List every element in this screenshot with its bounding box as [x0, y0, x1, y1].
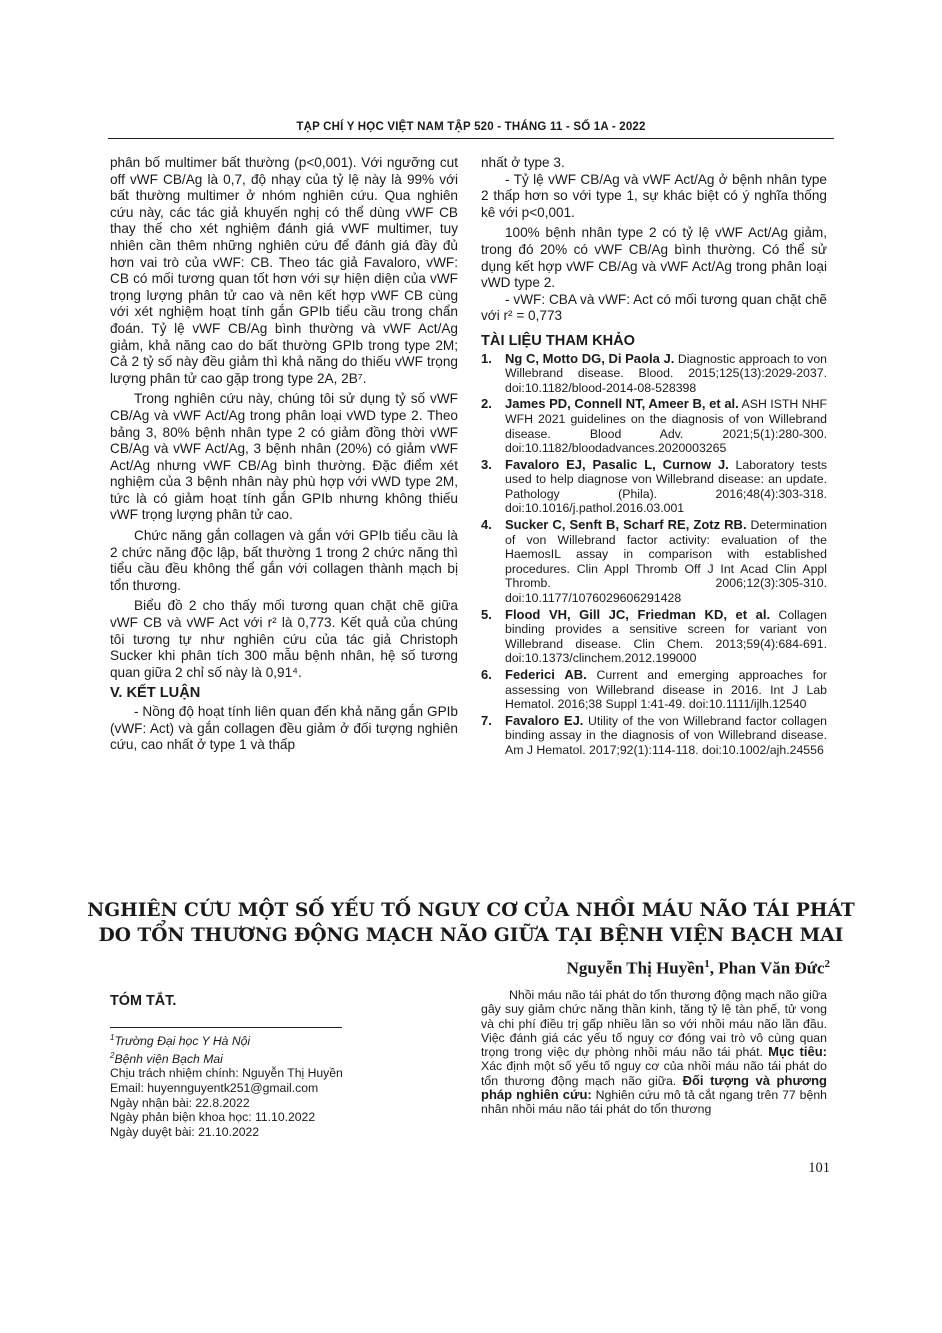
body-paragraph: 100% bệnh nhân type 2 có tỷ lệ vWF Act/Ag giảm, trong đó 20% có vWF CB/Ag bình thường. Có thể sử dụng kết hợp vWF CB/Ag và vWF Act/Ag trong phân loại vWD type 2. [481, 225, 827, 291]
date-received: Ngày nhận bài: 22.8.2022 [110, 1095, 250, 1110]
reference-list [481, 352, 827, 758]
abstract-intro: Nhồi máu não tái phát do tổn thương động mạch não giữa gây suy giảm chức năng thần kinh, tăng tỷ lệ tàn phế, tử vong và chi phí điều trị gấp nhiều lần so với nhồi máu não lần đầu. Việc đánh giá các yếu tố nguy cơ đóng vai trò vô cùng quan trọng trong việc dự phòng nhồi máu não tái phát. [481, 988, 827, 1060]
affiliation-line [110, 1031, 440, 1049]
article-title [60, 898, 882, 948]
affiliation-text: Bệnh viện Bạch Mai [114, 1051, 223, 1066]
abstract-objective-label: Mục tiêu: [768, 1044, 828, 1060]
abstract-heading: TÓM TẮT. [110, 993, 177, 1009]
left-column [110, 155, 458, 754]
abstract-objective-text: Xác định một số yếu tố nguy cơ của nhồi máu não tái phát do tổn thương động mạch não giữa. [481, 1059, 827, 1088]
body-paragraph: - vWF: CBA và vWF: Act có mối tương quan chặt chẽ với r² = 0,773 [481, 291, 827, 324]
reference-text: Collagen binding provides a sensitive screen for variant von Willebrand disease. Clin Chem. 2013;59(4):684-691. doi:10.1373/clinchem.2012.199000 [505, 607, 827, 666]
reference-authors: Federici AB. [505, 667, 587, 682]
reference-text: Current and emerging approaches for assessing von Willebrand disease in 2016. Int J Lab Hematol. 2016;38 Suppl 1:41-49. doi:10.1111/ijlh.12540 [505, 668, 827, 712]
reference-authors: Sucker C, Senft B, Scharf RE, Zotz RB. [505, 517, 747, 533]
reference-number: 7. [481, 712, 492, 728]
reference-item [481, 352, 827, 396]
reference-item [481, 458, 827, 516]
body-paragraph: phân bố multimer bất thường (p<0,001). Với ngưỡng cut off vWF CB/Ag là 0,7, độ nhạy của tỷ lệ này là 99% với bất thường multimer ở nhóm nghiên cứu. Qua nghiên cứu này, các tác giả khuyến nghị có thể dùng vWF CB thay thế cho xét nghiệm đánh giá vWF multimer, tuy nhiên cần thêm những nghiên cứu để đánh giá đầy đủ hơn vai trò của vWF: CB. Theo tác giả Favaloro, vWF: CB có mối tương quan tốt hơn với sự hiện diện của vWF trọng lượng phân tử cao và nên kết hợp vWF CB cùng với xét nghiệm hoạt tính gắn GPIb tiểu cầu trong chẩn đoán. Tỷ lệ vWF CB/Ag bình thường và vWF Act/Ag giảm, khả năng cao do bất thường GPIb trong type 2M; Cả 2 tỷ số này đều giảm thì khả năng do thiếu vWF trọng lượng phân tử cao gặp trong type 2A, 2B⁷. [110, 155, 458, 386]
abstract-methods-label: Đối tượng và phương pháp nghiên cứu: [481, 1072, 827, 1103]
running-header: TẠP CHÍ Y HỌC VIỆT NAM TẬP 520 - THÁNG 11 - SỐ 1A - 2022 [296, 121, 646, 133]
affiliation-mark: 1 [110, 1033, 115, 1042]
reference-item [481, 714, 827, 758]
page-number: 101 [808, 1160, 830, 1176]
references-heading: TÀI LIỆU THAM KHẢO [481, 332, 636, 349]
conclusion-heading: V. KẾT LUẬN [110, 685, 201, 702]
reference-item [481, 518, 827, 606]
reference-number: 6. [481, 667, 492, 682]
affiliation-line [110, 1049, 440, 1067]
affiliation-text: Trường Đại học Y Hà Nội [114, 1034, 251, 1049]
abstract-methods-text: Nghiên cứu mô tả cắt ngang trên 77 bệnh nhân nhồi máu não tái phát do tổn thương [481, 1088, 828, 1117]
body-paragraph: Trong nghiên cứu này, chúng tôi sử dụng tỷ số vWF CB/Ag và vWF Act/Ag trong phân loại vWD type 2. Theo bảng 3, 80% bệnh nhân type 2 có giảm đồng thời vWF CB/Ag và vWF Act/Ag, 3 bệnh nhân (20%) có giảm vWF Act/Ag nhưng vWF CB/Ag bình thường. Đặc điểm xét nghiệm của 3 bệnh nhân này phù hợp với vWD type 2M, tức là có giảm hoạt tính gắn GPIb nhưng không thiếu vWF trọng lượng phân tử cao. [110, 391, 458, 523]
author-separator: , [709, 958, 719, 978]
article-authors [567, 958, 830, 979]
date-reviewed: Ngày phản biện khoa học: 11.10.2022 [110, 1110, 316, 1125]
reference-text: Utility of the von Willebrand factor collagen binding assay in the diagnosis of von Willebrand disease. Am J Hematol. 2017;92(1):114-118. doi:10.1002/ajh.24556 [505, 713, 827, 757]
abstract-paragraph [481, 988, 827, 1117]
body-paragraph: nhất ở type 3. [481, 155, 565, 170]
reference-item [481, 668, 827, 712]
reference-authors: James PD, Connell NT, Ameer B, et al. [505, 396, 739, 412]
article-title-line: NGHIÊN CỨU MỘT SỐ YẾU TỐ NGUY CƠ CỦA NHỒI MÁU NÃO TÁI PHÁT [87, 900, 855, 921]
body-paragraph: - Nồng độ hoạt tính liên quan đến khả năng gắn GPIb (vWF: Act) và gắn collagen đều giảm ở đối tượng nghiên cứu, cao nhất ở type 1 và thấp [110, 704, 458, 753]
right-column [481, 155, 827, 760]
body-paragraph: Biểu đồ 2 cho thấy mối tương quan chặt chẽ giữa vWF CB và vWF Act với r² là 0,773. Kết quả của chúng tôi tương tự như nghiên cứu của tác giả Christoph Sucker khi phân tích 300 mẫu bệnh nhân, hệ số tương quan giữa 2 chỉ số này là 0,91⁴. [110, 598, 458, 680]
footnote-rule [110, 1027, 342, 1028]
reference-text: ASH ISTH NHF WFH 2021 guidelines on the diagnosis of von Willebrand disease. Blood Adv. 2021;5(1):280-300. doi:10.1182/bloodadvances.2020003265 [505, 397, 827, 456]
reference-number: 2. [481, 396, 492, 412]
footnotes [110, 1031, 440, 1139]
reference-number: 1. [481, 350, 492, 366]
reference-text: Laboratory tests used to help diagnose von Willebrand disease: an update. Pathology (Phila). 2016;48(4):303-318. doi:10.1016/j.pathol.2016.03.001 [505, 457, 827, 516]
body-paragraph: - Tỷ lệ vWF CB/Ag và vWF Act/Ag ở bệnh nhân type 2 thấp hơn so với type 1, sự khác biệt có ý nghĩa thống kê với p<0,001. [481, 171, 827, 220]
reference-authors: Flood VH, Gill JC, Friedman KD, et al. [505, 606, 771, 622]
date-accepted: Ngày duyệt bài: 21.10.2022 [110, 1124, 260, 1139]
corresponding-email: Email: huyennguyentk251@gmail.com [110, 1080, 319, 1095]
reference-authors: Favaloro EJ. [505, 712, 584, 728]
corresponding-author: Chịu trách nhiệm chính: Nguyễn Thị Huyền [110, 1066, 343, 1081]
article-title-line: DO TỔN THƯƠNG ĐỘNG MẠCH NÃO GIỮA TẠI BỆNH VIỆN BẠCH MAI [98, 925, 844, 946]
reference-item [481, 397, 827, 455]
affiliation-mark: 2 [110, 1050, 115, 1060]
author-affiliation-mark: 1 [704, 958, 710, 970]
author-name: Phan Văn Đức [718, 958, 825, 978]
abstract-text [481, 988, 827, 1117]
reference-number: 4. [481, 517, 492, 533]
author-name: Nguyễn Thị Huyền [566, 958, 705, 978]
reference-text: Determination of von Willebrand factor activity: evaluation of the HaemosIL assay in comparison with established procedures. Clin Appl Thromb Off J Int Acad Clin Appl Thromb. 2006;12(3):305-310. doi:10.1177/1076029606291428 [505, 518, 827, 606]
header-rule [108, 138, 834, 139]
body-paragraph: Chức năng gắn collagen và gắn với GPIb tiểu cầu là 2 chức năng độc lập, bất thường 1 trong 2 chức năng thì tiểu cầu đều không thể gắn với collagen thành mạch bị tổn thương. [110, 528, 458, 593]
reference-number: 3. [481, 456, 492, 472]
reference-text: Diagnostic approach to von Willebrand disease. Blood. 2015;125(13):2029-2037. doi:10.1182/blood-2014-08-528398 [505, 351, 827, 395]
reference-authors: Ng C, Motto DG, Di Paola J. [505, 350, 675, 366]
reference-authors: Favaloro EJ, Pasalic L, Curnow J. [505, 456, 729, 472]
reference-item [481, 608, 827, 666]
reference-number: 5. [481, 606, 492, 622]
author-affiliation-mark: 2 [824, 958, 830, 970]
